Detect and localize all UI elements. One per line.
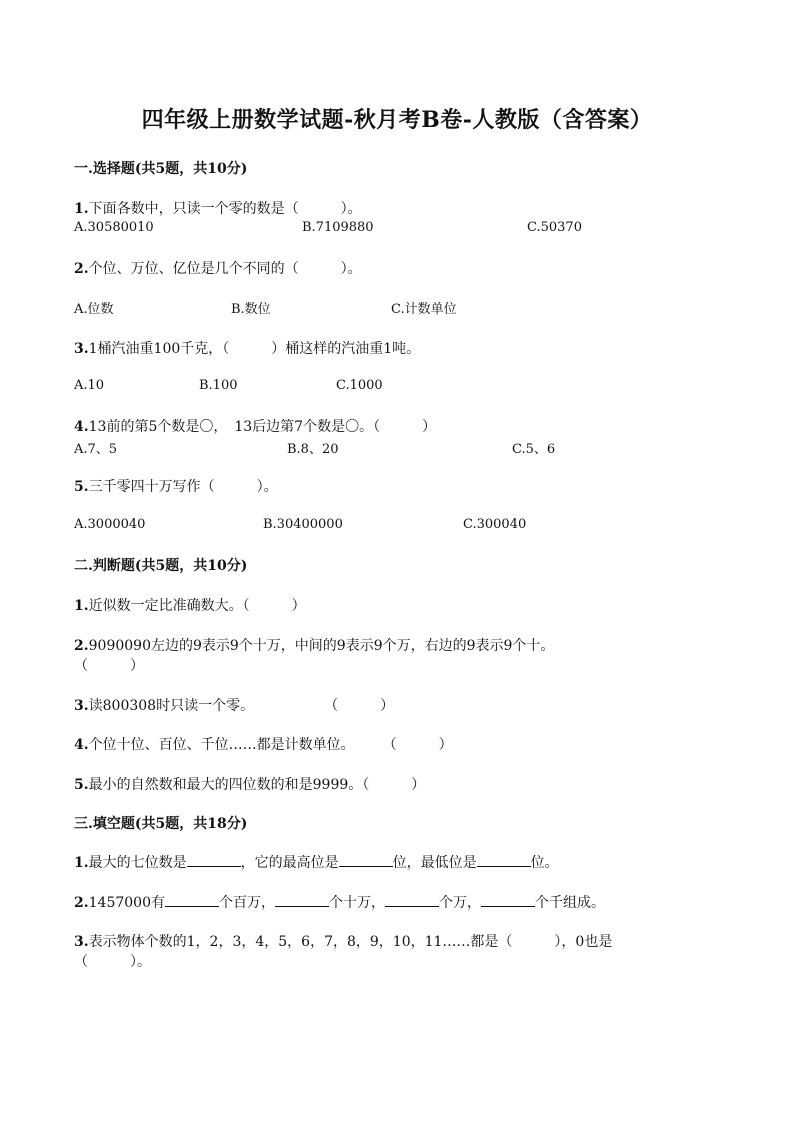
choice-question-5 — [74, 476, 278, 496]
question-number: 1. — [74, 201, 89, 217]
fill-text: 位。 — [530, 855, 559, 871]
question-text: 表示物体个数的1，2，3，4，5，6，7，8，9，10，11……都是（ ），0也是 — [88, 934, 613, 950]
option-c: C.1000 — [336, 378, 383, 393]
question-number: 2. — [74, 261, 89, 277]
fill-text: 个十万， — [328, 895, 385, 911]
answer-blank — [477, 854, 531, 867]
question-number: 1. — [74, 598, 89, 614]
answer-blank — [481, 894, 535, 907]
answer-blank — [165, 894, 219, 907]
question-number: 3. — [74, 934, 89, 950]
choice-question-3 — [74, 338, 420, 358]
option-c: C.5、6 — [512, 442, 556, 457]
question-number: 3. — [74, 698, 89, 714]
question-text: 13前的第5个数是〇， 13后边第7个数是〇。（ ） — [88, 419, 437, 435]
answer-blank — [385, 894, 439, 907]
option-a: A.3000040 — [74, 517, 146, 532]
choice-question-4 — [74, 416, 436, 436]
option-b: B.30400000 — [263, 517, 343, 532]
fill-text: 个百万， — [218, 895, 275, 911]
option-b: B.100 — [199, 378, 238, 393]
question-text: 近似数一定比准确数大。（ ） — [88, 598, 306, 614]
answer-blank — [275, 894, 329, 907]
fill-question-1 — [74, 852, 559, 872]
question-number: 4. — [74, 419, 89, 435]
question-text: 个位十位、百位、千位……都是计数单位。 （ ） — [88, 737, 453, 753]
option-b: B.8、20 — [287, 442, 339, 457]
page-title: 四年级上册数学试题-秋月考B卷-人教版（含答案） — [141, 107, 653, 133]
option-c: C.50370 — [527, 220, 582, 235]
question-number: 1. — [74, 855, 89, 871]
question-text: 三千零四十万写作（ ）。 — [88, 479, 278, 495]
question-number: 5. — [74, 777, 89, 793]
choice-question-2 — [74, 258, 362, 278]
option-a: A.7、5 — [74, 442, 118, 457]
question-text: 最小的自然数和最大的四位数的和是9999。（ ） — [88, 777, 426, 793]
question-text: 个位、万位、亿位是几个不同的（ ）。 — [88, 261, 362, 277]
fill-question-3 — [74, 931, 612, 951]
judge-question-3 — [74, 695, 394, 715]
choice-question-1 — [74, 198, 362, 218]
fill-text: ，它的最高位是 — [240, 855, 339, 871]
question-text: 1桶汽油重100千克，（ ）桶这样的汽油重1吨。 — [88, 341, 421, 357]
question-number: 5. — [74, 479, 89, 495]
fill-text: 1457000有 — [88, 895, 165, 911]
fill-text: 个万， — [438, 895, 481, 911]
option-c: C.300040 — [463, 517, 527, 532]
answer-blank — [339, 854, 393, 867]
option-b: B.数位 — [231, 302, 271, 317]
question-number: 4. — [74, 737, 89, 753]
fill-text: 个千组成。 — [534, 895, 605, 911]
question-text: 下面各数中，只读一个零的数是（ ）。 — [88, 201, 362, 217]
judge-question-5 — [74, 774, 425, 794]
fill-question-3-continued: （ ）。 — [74, 954, 151, 970]
section-heading-fill: 三.填空题(共5题，共18分) — [74, 816, 248, 832]
question-number: 2. — [74, 895, 89, 911]
fill-text: 最大的七位数是 — [88, 855, 187, 871]
fill-question-2 — [74, 892, 605, 912]
judge-question-1 — [74, 595, 306, 615]
judge-question-4 — [74, 734, 453, 754]
judge-question-2-continued: （ ） — [74, 658, 144, 674]
section-heading-choice: 一.选择题(共5题，共10分) — [74, 161, 248, 177]
question-text: 读800308时只读一个零。 （ ） — [88, 698, 395, 714]
question-number: 2. — [74, 638, 89, 654]
fill-text: 位，最低位是 — [392, 855, 477, 871]
option-a: A.30580010 — [74, 220, 154, 235]
question-number: 3. — [74, 341, 89, 357]
option-a: A.10 — [74, 378, 105, 393]
judge-question-2 — [74, 635, 554, 655]
option-a: A.位数 — [74, 302, 114, 317]
option-c: C.计数单位 — [391, 302, 457, 317]
section-heading-judge: 二.判断题(共5题，共10分) — [74, 558, 248, 574]
question-text: 9090090左边的9表示9个十万，中间的9表示9个万，右边的9表示9个十。 — [88, 638, 555, 654]
answer-blank — [187, 854, 241, 867]
option-b: B.7109880 — [302, 220, 374, 235]
